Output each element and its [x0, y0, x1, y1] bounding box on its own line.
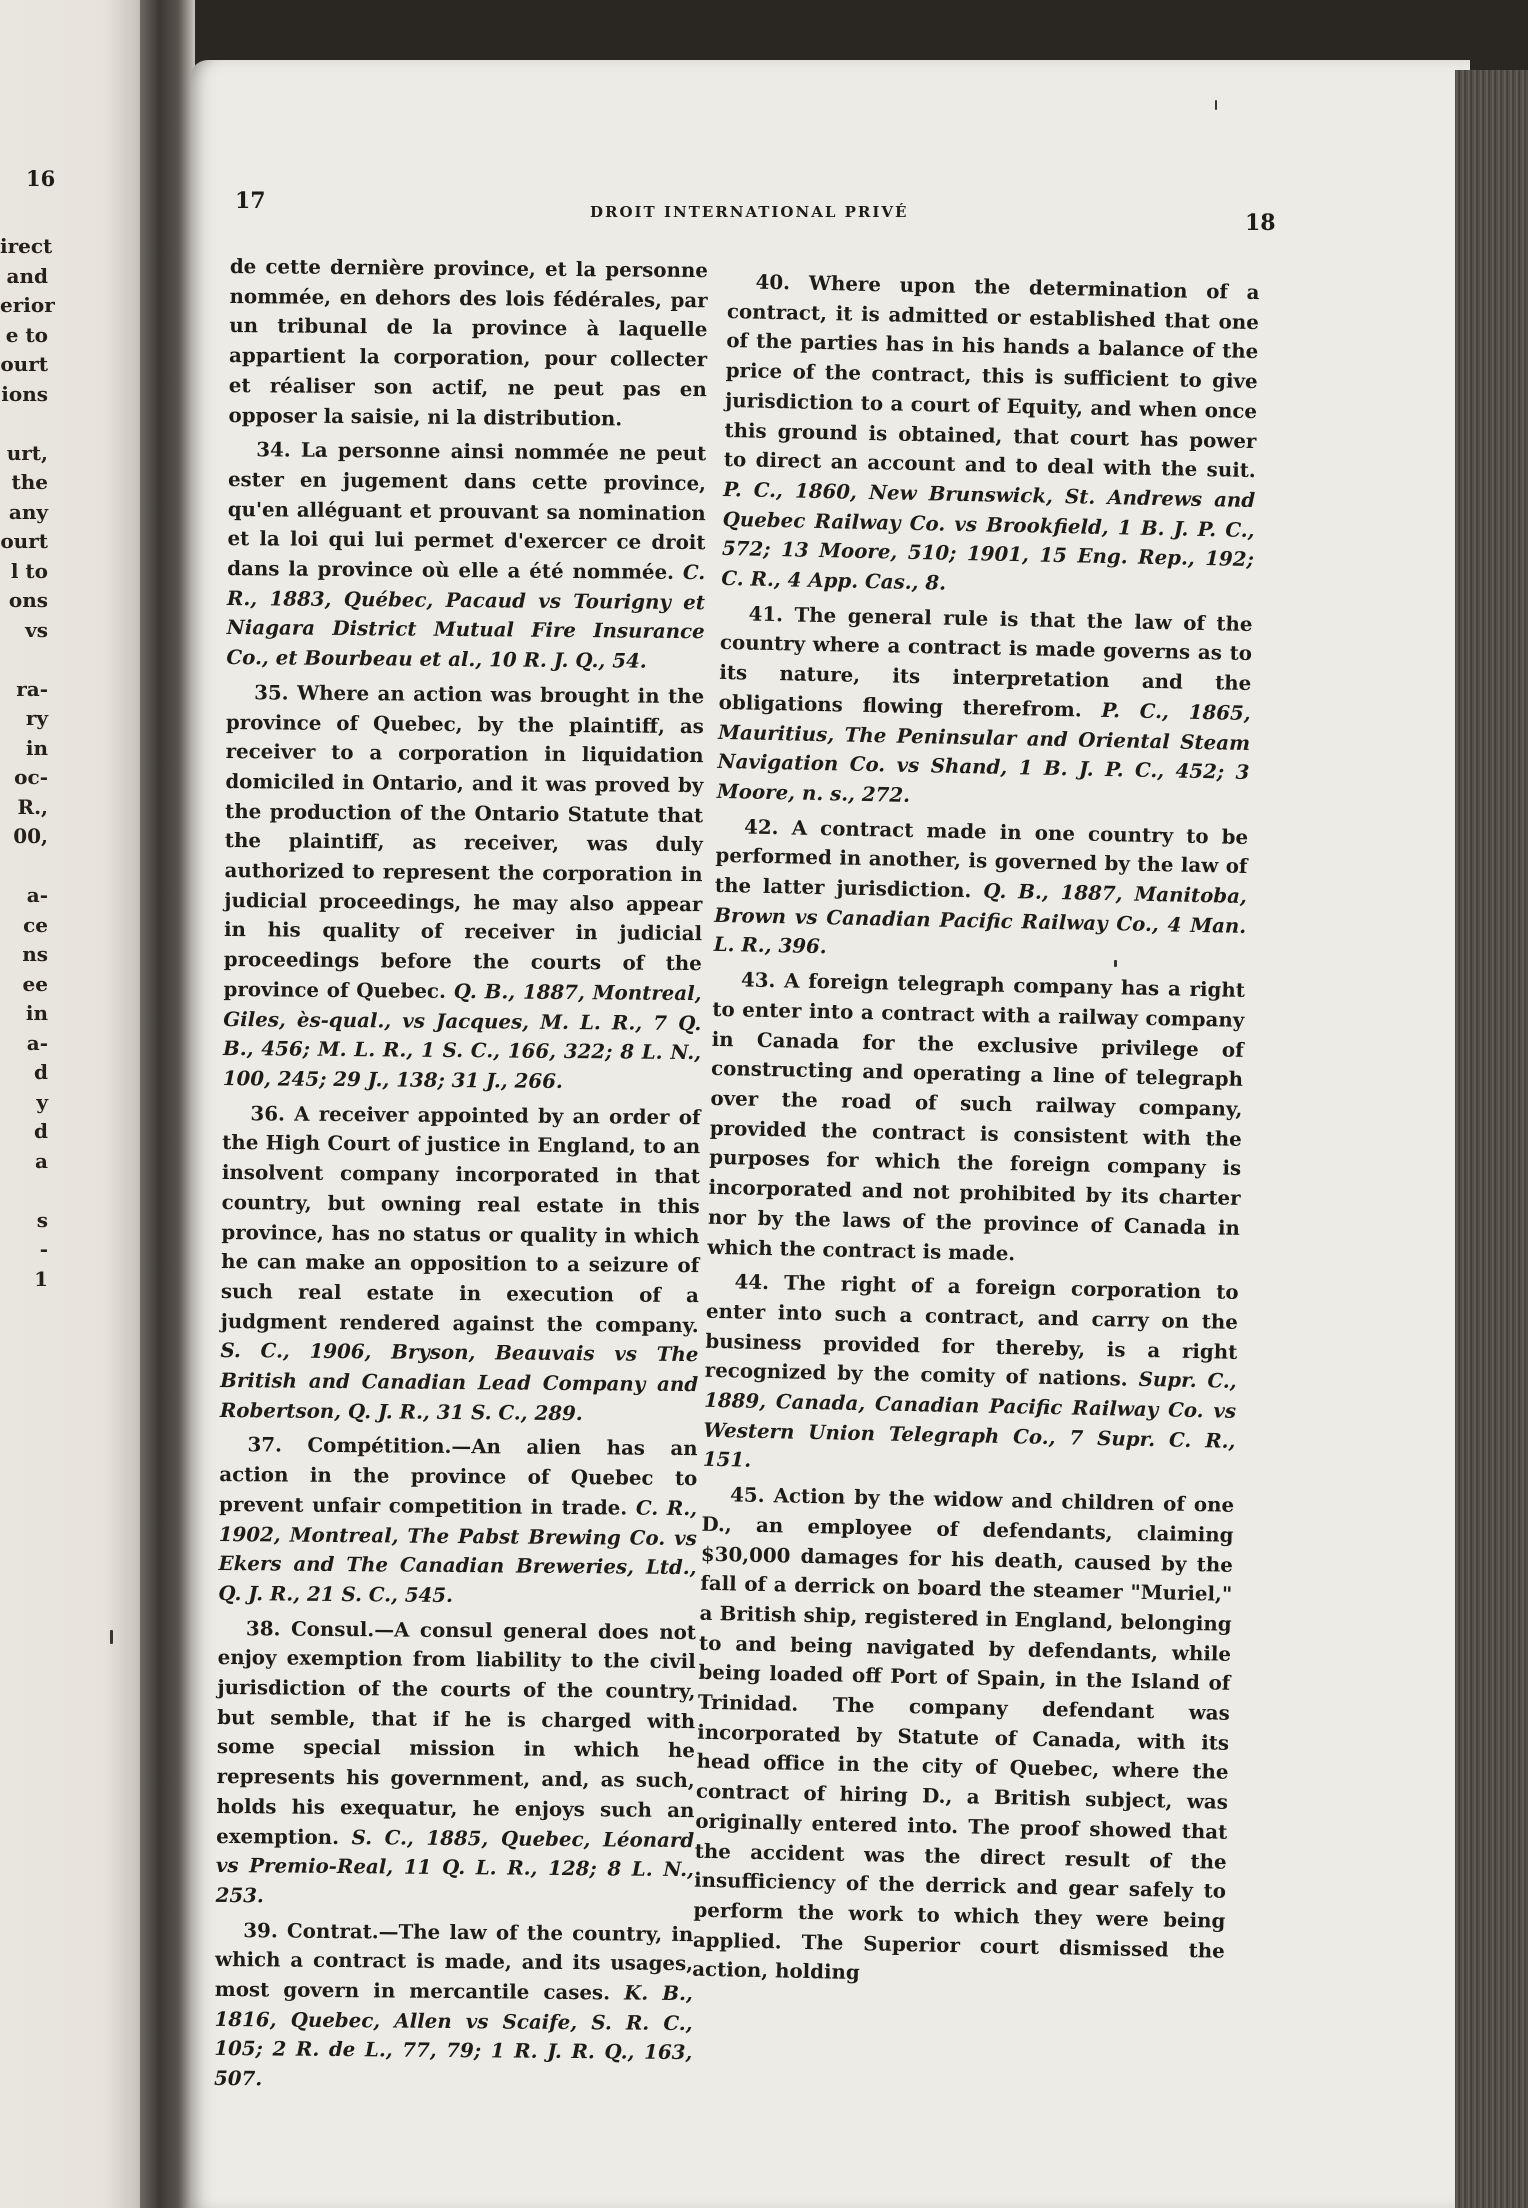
- left-page-fragment: l to: [10, 558, 48, 583]
- left-page-fragment: any: [8, 499, 48, 524]
- paragraph-continuation: [228, 252, 708, 434]
- paragraph-text: The general rule is that the law of the country where a contract is made governs as to its nature, its interpretation and the obligations flowing therefrom.: [718, 602, 1253, 722]
- paragraph-41: [717, 599, 1253, 818]
- left-page-fragment: R.,: [17, 794, 48, 819]
- left-page-fragment: ra-: [16, 676, 48, 701]
- paragraph-38: [216, 1614, 697, 1915]
- citation: Q. B., 1887, Manitoba, Brown vs Canadian Pacific Railway Co., 4 Man. L. R., 396.: [713, 878, 1248, 959]
- paragraph-text: Where upon the determination of a contract, it is admitted or established that one of the parties has in his hands a balance of the price of the contract, this is sufficient to give jurisdiction to a court of Equity, and when once this ground is obtained, that court has power to direct an account and to deal with the suit.: [723, 270, 1260, 483]
- page-edges: [1455, 70, 1528, 2208]
- paragraph-text: Where an action was brought in the province of Quebec, by the plaintiff, as receiver to a corporation in liquidation domiciled in Ontario, and it was proved by the production of the Ontario Statute that the plaintiff, as receiver, was duly authorized to represent the corporation in judicial proceedings, he may also appear in his quality of receiver in judicial proceedings before the courts of the province of Quebec.: [223, 680, 705, 1003]
- left-page-fragment: and: [6, 263, 48, 288]
- citation: P. C., 1865, Mauritius, The Peninsular and Oriental Steam Navigation Co. vs Shand, 1 B. J. P. C., 452; 3 Moore, n. s., 272.: [716, 697, 1251, 807]
- paragraph-number: 36.: [250, 1100, 286, 1126]
- paragraph-35: [223, 678, 705, 1098]
- left-page-fragment: erior: [0, 293, 55, 317]
- paragraph-text: The right of a foreign corporation to enter into such a contract, and carry on the business provided for thereby, is a right recognized by the comity of nations.: [704, 1270, 1239, 1391]
- left-page-fragment: ourt: [0, 529, 48, 553]
- paragraph-heading: Consul.: [290, 1616, 375, 1641]
- ink-speck: [1114, 960, 1117, 967]
- running-header: [0, 130, 1528, 236]
- left-page-fragment: s: [36, 1207, 48, 1232]
- left-page-fragment: y: [36, 1089, 48, 1114]
- paragraph-text: La personne ainsi nommée ne peut ester en jugement dans cette province, qu'en alléguant et prouvant sa nomination et la loi qui lui permet d'exercer ce droit dans la province où elle a été nommée.: [227, 437, 707, 584]
- paragraph-number: 38.: [245, 1615, 281, 1641]
- paragraph-text: A receiver appointed by an order of the High Court of justice in England, to an insolvent company incorporated in that country, but owning real estate in this province, has no status or quality in which he can make an opposition to a seizure of such real estate in execution of a judgment rendered against the company.: [220, 1101, 701, 1337]
- left-page-fragment: irect: [0, 234, 53, 258]
- left-page-fragment: oc-: [14, 765, 48, 789]
- citation: C. R., 1883, Québec, Pacaud vs Tourigny et Niagara District Mutual Fire Insurance Co., et Bourbeau et al., 10 R. J. Q., 54.: [226, 559, 706, 673]
- paragraph-number: 39.: [243, 1917, 278, 1943]
- left-page-fragment: -: [39, 1237, 48, 1261]
- paragraph-number: 40.: [755, 269, 791, 295]
- citation: C. R., 1902, Montreal, The Pabst Brewing Co. vs Ekers and The Canadian Breweries, Ltd., Q. J. R., 21 S. C., 545.: [218, 1495, 698, 1607]
- left-page-fragment: in: [25, 1001, 48, 1025]
- paragraph-37: [218, 1430, 698, 1612]
- left-page-fragment: 1: [34, 1266, 48, 1291]
- right-column-number: 18: [1245, 210, 1276, 236]
- paragraph-number: 37.: [247, 1432, 283, 1457]
- paragraph-43: [707, 965, 1245, 1273]
- paragraph-text: A foreign telegraph company has a right to enter into a contract with a railway company in Canada for the exclusive privilege of constructing and operating a line of telegraph over the road of such railway company, provided the contract is consistent with the purposes for which the foreign company is incorporated and not prohibited by its charter nor by the laws of the province of Canada in which the contract is made.: [707, 968, 1246, 1265]
- left-page-fragment: a: [35, 1148, 48, 1173]
- left-page-fragment: ons: [8, 588, 48, 612]
- ink-speck: [110, 1630, 113, 1644]
- left-page-fragment: in: [25, 735, 48, 760]
- paragraph-number: 45.: [729, 1482, 765, 1508]
- left-page-number: 16: [26, 166, 56, 191]
- citation: K. B., 1816, Quebec, Allen vs Scaife, S. R. C., 105; 2 R. de L., 77, 79; 1 R. J. R. Q., 163, 507.: [213, 1980, 693, 2091]
- paragraph-40: [721, 267, 1260, 605]
- paragraph-text: —The law of the country, in which a contract is made, and its usages, most govern in mercantile cases.: [214, 1919, 694, 2005]
- left-page-fragment: ee: [22, 971, 48, 996]
- left-page-fragment: ourt: [0, 352, 48, 376]
- paragraph-34: [226, 435, 706, 677]
- paragraph-number: 42.: [743, 814, 779, 839]
- left-page-fragment: d: [34, 1119, 48, 1143]
- paragraph-36: [220, 1099, 701, 1430]
- paragraph-45: [692, 1480, 1234, 1996]
- citation: S. C., 1885, Quebec, Léonard vs Premio-Real, 11 Q. L. R., 128; 8 L. N., 253.: [215, 1824, 695, 1908]
- paragraph-text: Action by the widow and children of one D., an employee of defendants, claiming $30,000 damages for his death, caused by the fall of a derrick on board the steamer "Muriel," a British ship, registered in England, belonging to and being navigated by defendants, while being loaded off Port of Spain, in the Island of Trinidad. The company defendant was incorporated by Statute of Canada, with its head office in the city of Quebec, where the contract of hiring D., a British subject, was originally entered into. The proof showed that the accident was the direct result of the insufficiency of the derrick and gear safely to perform the work to which they were being applied. The Superior court dismissed the action, holding: [691, 1483, 1235, 1985]
- paragraph-39: [214, 1916, 694, 2098]
- paragraph-text: A contract made in one country to be performed in another, is governed by the law of the latter jurisdiction.: [714, 815, 1249, 903]
- paragraph-heading: Compétition.: [307, 1433, 452, 1459]
- left-page-fragment: d: [34, 1060, 48, 1084]
- citation: S. C., 1906, Bryson, Beauvais vs The British and Canadian Lead Company and Robertson, Q. J. R., 31 S. C., 289.: [219, 1338, 699, 1425]
- citation: Q. B., 1887, Montreal, Giles, ès-qual., vs Jacques, M. L. R., 7 Q. B., 456; M. L. R., 1 S. C., 166, 322; 8 L. N., 100, 245; 29 J., 138; 31 J., 266.: [222, 978, 702, 1093]
- paragraph-text: de cette dernière province, et la personne nommée, en dehors des lois fédérales, par un tribunal de la province à laquelle appartient la corporation, pour collecter et réaliser son actif, ne peut pas en opposer la saisie, ni la distribution.: [228, 253, 708, 430]
- citation: Supr. C., 1889, Canada, Canadian Pacific Railway Co. vs Western Union Telegraph Co., 7 Supr. C. R., 151.: [702, 1367, 1237, 1473]
- left-column: [214, 252, 708, 2098]
- left-page-fragment: urt,: [6, 440, 48, 465]
- book-gutter: [140, 0, 195, 2208]
- left-page-fragment: a-: [26, 1030, 48, 1055]
- paragraph-number: 44.: [734, 1269, 770, 1295]
- paragraph-number: 34.: [256, 437, 291, 462]
- left-page-fragment: ions: [1, 381, 48, 406]
- citation: P. C., 1860, New Brunswick, St. Andrews and Quebec Railway Co. vs Brookfield, 1 B. J. P. C., 572; 13 Moore, 510; 1901, 15 Eng. Rep., 192; C. R., 4 App. Cas., 8.: [721, 476, 1256, 595]
- left-page-fragment: vs: [25, 617, 48, 642]
- left-page-fragment: ce: [23, 912, 48, 937]
- left-page: [0, 0, 150, 2208]
- left-page-fragment: a-: [26, 883, 48, 907]
- paragraph-heading: Contrat.: [286, 1918, 379, 1944]
- paragraph-number: 43.: [740, 967, 776, 993]
- ink-speck: [1215, 100, 1217, 110]
- paragraph-text: —An alien has an action in the province of Quebec to prevent unfair competition in trade.: [218, 1434, 698, 1520]
- left-page-fragment: the: [11, 470, 48, 494]
- left-page-fragment: 00,: [13, 824, 48, 848]
- right-column: [692, 262, 1260, 1996]
- paragraph-42: [713, 812, 1248, 972]
- left-page-fragment: ns: [22, 942, 48, 966]
- running-title: DROIT INTERNATIONAL PRIVÉ: [590, 203, 909, 221]
- paragraph-text: —A consul general does not enjoy exemption from liability to the civil jurisdiction of the courts of the country, but semble, that if he is charged with some special mission in which he represents his government, and, as such, holds his exequatur, he enjoys such an exemption.: [216, 1616, 697, 1849]
- left-column-number: 17: [235, 188, 266, 214]
- paragraph-number: 41.: [748, 601, 784, 626]
- paragraph-number: 35.: [254, 680, 289, 705]
- left-page-fragment: e to: [5, 322, 48, 347]
- left-page-fragment: ry: [25, 706, 48, 730]
- paragraph-44: [703, 1267, 1239, 1486]
